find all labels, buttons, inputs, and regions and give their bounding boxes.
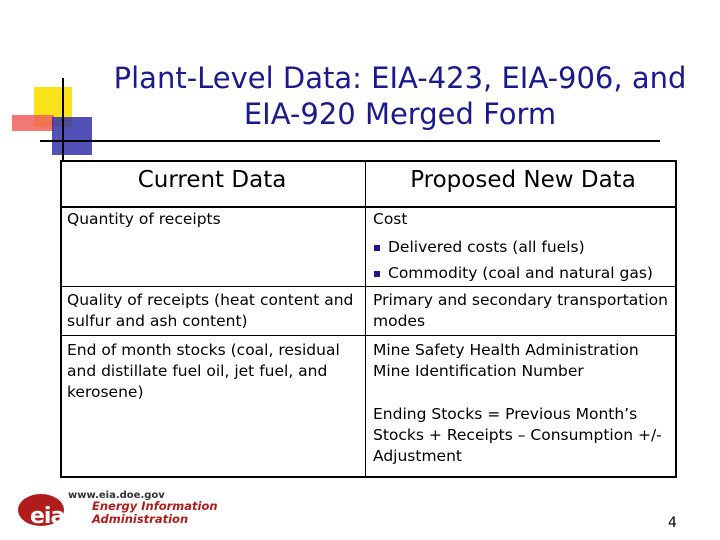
header-proposed-new-data: Proposed New Data [410,167,636,193]
eia-name-line-2: Administration [92,512,189,526]
decorative-red-bar [12,115,54,131]
header-current-data: Current Data [137,167,287,193]
decorative-blue-square [52,117,92,155]
eia-logo-mark [18,494,65,529]
page-number: 4 [668,515,677,531]
row1-bullet-list [373,234,673,286]
eia-logo-mark-text: eia [30,504,65,529]
comparison-table [60,160,677,478]
title-underline [40,140,660,142]
row2-current: Quality of receipts (heat content and sulfur and ash content) [67,291,354,330]
row1-proposed [373,209,673,286]
decorative-vertical-line [62,78,64,160]
row2-proposed: Primary and secondary transportation modes [373,291,668,330]
slide-title [100,60,700,132]
table-header-row [62,162,675,208]
row1-proposed-heading: Cost [373,210,408,228]
eia-name [92,500,222,526]
table-row [62,336,675,476]
row1-current: Quantity of receipts [67,210,221,228]
row3-proposed-ending-stocks: Ending Stocks = Previous Month’s Stocks + Receipts – Consumption +/- Adjustment [373,405,662,465]
eia-logo [18,488,218,532]
list-item: Commodity (coal and natural gas) [373,260,673,286]
title-line-1: Plant-Level Data: EIA-423, EIA-906, and [113,61,687,95]
title-line-2: EIA-920 Merged Form [243,97,557,131]
list-item: Delivered costs (all fuels) [373,234,673,260]
table-row [62,206,675,286]
row3-current: End of month stocks (coal, residual and distillate fuel oil, jet fuel, and kerosene) [67,341,340,401]
eia-url: www.eia.doe.gov [68,490,165,501]
table-row [62,287,675,335]
row3-proposed: Mine Safety Health Administration Mine Identification Number [373,341,639,380]
eia-name-line-1: Energy Information [92,499,218,513]
